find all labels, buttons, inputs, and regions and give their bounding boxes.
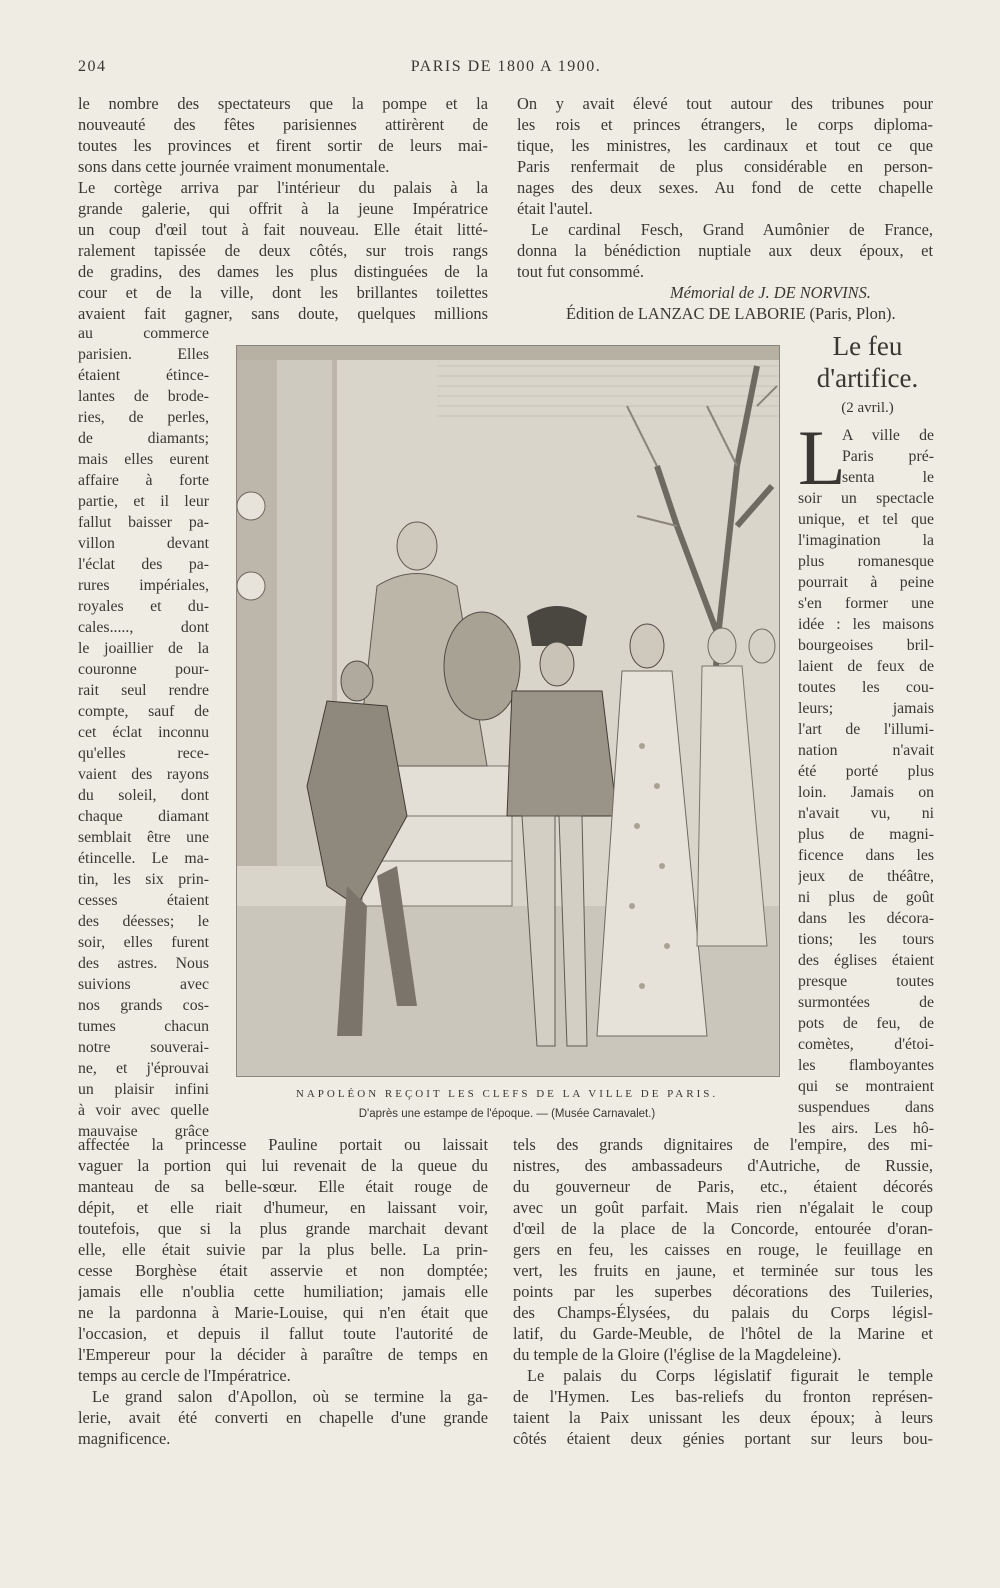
right-column-narrow-text	[798, 425, 934, 1139]
source-citation-line1	[670, 282, 871, 303]
text-line: qui se montraient	[798, 1078, 934, 1095]
text-line: de l'Hymen. Les bas-reliefs du fronton représen-	[513, 1387, 933, 1406]
text-line: soir un spectacle	[798, 490, 934, 507]
text-line: était l'autel.	[517, 199, 593, 218]
text-line: le nombre des spectateurs que la pompe et la	[78, 94, 488, 113]
text-line: nouveauté des fêtes parisiennes attirèrent de	[78, 115, 488, 134]
text-line: On y avait élevé tout autour des tribunes pour	[517, 94, 933, 113]
text-line: Le palais du Corps législatif figurait le temple	[527, 1366, 933, 1385]
text-line: nation n'avait	[798, 742, 934, 759]
illustration-caption: NAPOLÉON REÇOIT LES CLEFS DE LA VILLE DE PARIS.	[295, 1088, 719, 1100]
text-line: idée : les maisons	[798, 616, 934, 633]
text-line: grande galerie, qui offrit à la jeune Impératrice	[78, 199, 488, 218]
text-line: villon devant	[78, 535, 209, 552]
text-line: compte, sauf de	[78, 703, 209, 720]
text-line: plus de magni-	[798, 826, 934, 843]
engraving-image	[237, 346, 779, 1076]
text-line: affaire à forte	[78, 472, 209, 489]
text-line: temps au cercle de l'Impératrice.	[78, 1366, 291, 1385]
text-line: tin, les six prin-	[78, 871, 209, 888]
text-line: bourgeoises bril-	[798, 637, 934, 654]
section-title-line2: d'artifice.	[816, 363, 919, 393]
text-line: gers en feu, les caisses en rouge, le feuillage en	[513, 1240, 933, 1259]
engraving-illustration	[236, 345, 780, 1077]
text-line: sons dans cette journée vraiment monumentale.	[78, 157, 390, 176]
text-line: l'art de l'illumi-	[798, 721, 934, 738]
text-line: magnificence.	[78, 1429, 171, 1448]
left-column-top-text	[78, 93, 488, 324]
text-line: unique, et tel que	[798, 511, 934, 528]
text-line: d'œil de la place de la Concorde, entourée d'oran-	[513, 1219, 933, 1238]
text-line: cesses étaient	[78, 892, 209, 909]
text-line: senta le	[842, 469, 934, 486]
text-line: elle, elle était suivie par la plus belle. La prin-	[78, 1240, 488, 1259]
text-line: manteau de sa belle-sœur. Elle était rouge de	[78, 1177, 488, 1196]
text-line: du temple de la Gloire (l'église de la Magdeleine).	[513, 1345, 842, 1364]
text-line: toutes les cou-	[798, 679, 934, 696]
text-line: tumes chacun	[78, 1018, 209, 1035]
text-line: vert, les fruits en jaune, et terminée sur tous les	[513, 1261, 933, 1280]
text-line: rures impériales,	[78, 577, 209, 594]
text-line: Paris renfermait de plus considérable en person-	[517, 157, 933, 176]
text-line: les rois et princes étrangers, le corps diploma-	[517, 115, 933, 134]
text-line: les airs. Les hô-	[798, 1120, 934, 1137]
text-line: mauvaise grâce	[78, 1123, 209, 1140]
illustration-credit: D'après une estampe de l'époque. — (Musée Carnavalet.)	[358, 1108, 656, 1120]
text-line: du gouverneur de Paris, etc., étaient décorés	[513, 1177, 933, 1196]
text-line: avaient fait gagner, sans doute, quelques millions	[78, 304, 488, 323]
text-line: des églises étaient	[798, 952, 934, 969]
text-line: l'imagination la	[798, 532, 934, 549]
section-date: (2 avril.)	[841, 400, 894, 416]
left-column-bottom-text	[78, 1134, 488, 1449]
text-line: notre souverai-	[78, 1039, 209, 1056]
text-line: l'occasion, et depuis il fallut toute l'autorité de	[78, 1324, 488, 1343]
text-line: chaque diamant	[78, 808, 209, 825]
text-line: nos grands cos-	[78, 997, 209, 1014]
source-citation-line2	[566, 303, 896, 324]
text-line: tions; les tours	[798, 931, 934, 948]
text-line: suspendues dans	[798, 1099, 934, 1116]
text-line: laient de feux de	[798, 658, 934, 675]
text-line: côtés étaient deux génies portant sur leurs bou-	[513, 1429, 933, 1448]
text-line: dépit, et elle riait d'humeur, en laissant voir,	[78, 1198, 488, 1217]
text-line: pots de feu, de	[798, 1015, 934, 1032]
section-title-line1: Le feu	[832, 331, 903, 361]
text-line: comètes, d'étoi-	[798, 1036, 934, 1053]
text-line: avec un goût parfait. Mais rien n'égalait le coup	[513, 1198, 933, 1217]
text-line: l'Empereur pour la décider à paraître de temps en	[78, 1345, 488, 1364]
text-line: fallut baisser pa-	[78, 514, 209, 531]
text-line: pourrait à peine	[798, 574, 934, 591]
text-line: donna la bénédiction nuptiale aux deux époux, et	[517, 241, 933, 260]
text-line: les flamboyantes	[798, 1057, 934, 1074]
text-line: étincelle. Le ma-	[78, 850, 209, 867]
text-line: partie, et il leur	[78, 493, 209, 510]
running-title: PARIS DE 1800 A 1900.	[410, 58, 602, 75]
text-line: de diamants;	[78, 430, 209, 447]
text-line: points par les superbes décorations des Tuileries,	[513, 1282, 933, 1301]
text-line: lantes de brode-	[78, 388, 209, 405]
text-line: toutes les provinces et firent sortir de leurs mai-	[78, 136, 488, 155]
page-number: 204	[78, 58, 107, 75]
text-line: cet éclat inconnu	[78, 724, 209, 741]
text-line: nages des deux sexes. Au fond de cette chapelle	[517, 178, 933, 197]
text-line: le joaillier de la	[78, 640, 209, 657]
text-line: leurs; jamais	[798, 700, 934, 717]
text-line: ne la pardonna à Marie-Louise, qui n'en était que	[78, 1303, 488, 1322]
left-column-narrow-text	[78, 323, 209, 1142]
text-line: A ville de	[842, 427, 934, 444]
text-line: mais elles eurent	[78, 451, 209, 468]
text-line: jamais elle n'oublia cette humiliation; jamais elle	[78, 1282, 488, 1301]
source-citation-text: Mémorial de J. DE NORVINS.	[670, 283, 871, 302]
text-line: Le cortège arriva par l'intérieur du palais à la	[78, 178, 488, 197]
text-line: couronne pour-	[78, 661, 209, 678]
text-line: de gradins, des dames les plus distinguées de la	[78, 262, 488, 281]
drop-cap: L	[798, 414, 846, 501]
text-line: vaient des rayons	[78, 766, 209, 783]
text-line: ries, de perles,	[78, 409, 209, 426]
text-line: parisien. Elles	[78, 346, 209, 363]
text-line: ralement tapissée de deux côtés, sur trois rangs	[78, 241, 488, 260]
text-line: des Champs-Élysées, du palais du Corps législ-	[513, 1303, 933, 1322]
text-line: rait seul rendre	[78, 682, 209, 699]
text-line: des déesses; le	[78, 913, 209, 930]
text-line: lerie, avait été converti en chapelle d'une grande	[78, 1408, 488, 1427]
source-edition-text: Édition de LANZAC DE LABORIE (Paris, Plon).	[566, 304, 896, 323]
text-line: ficence dans les	[798, 847, 934, 864]
text-line: presque toutes	[798, 973, 934, 990]
text-line: taient la Paix unissant les deux époux; à leurs	[513, 1408, 933, 1427]
text-line: cales....., dont	[78, 619, 209, 636]
text-line: jeux de théâtre,	[798, 868, 934, 885]
text-line: royales et du-	[78, 598, 209, 615]
text-line: suivions avec	[78, 976, 209, 993]
text-line: tout fut consommé.	[517, 262, 645, 281]
text-line: un coup d'œil tout à fait nouveau. Elle était litté-	[78, 220, 488, 239]
text-line: l'éclat des pa-	[78, 556, 209, 573]
text-line: nistres, des ambassadeurs d'Autriche, de Russie,	[513, 1156, 933, 1175]
text-line: été porté plus	[798, 763, 934, 780]
text-line: cesse Borghèse était asservie et non domptée;	[78, 1261, 488, 1280]
text-line: plus romanesque	[798, 553, 934, 570]
text-line: surmontées de	[798, 994, 934, 1011]
section-title	[790, 330, 945, 394]
text-line: tique, les ministres, les cardinaux et tout ce que	[517, 136, 933, 155]
running-header	[78, 58, 934, 82]
text-line: loin. Jamais on	[798, 784, 934, 801]
text-line: n'avait vu, ni	[798, 805, 934, 822]
text-line: toutefois, que si la plus grande marchait devant	[78, 1219, 488, 1238]
text-line: semblait être une	[78, 829, 209, 846]
text-line: un plaisir infini	[78, 1081, 209, 1098]
text-line: à voir avec quelle	[78, 1102, 209, 1119]
text-line: affectée la princesse Pauline portait ou laissait	[78, 1135, 488, 1154]
text-line: au commerce	[78, 325, 209, 342]
text-line: du soleil, dont	[78, 787, 209, 804]
text-line: latif, du Garde-Meuble, de l'hôtel de la Marine et	[513, 1324, 933, 1343]
text-line: cour et de la ville, dont les brillantes toilettes	[78, 283, 488, 302]
text-line: dans les décora-	[798, 910, 934, 927]
text-line: ni plus de goût	[798, 889, 934, 906]
text-line: s'en former une	[798, 595, 934, 612]
text-line: étaient étince-	[78, 367, 209, 384]
text-line: tels des grands dignitaires de l'empire, des mi-	[513, 1135, 933, 1154]
text-line: Paris pré-	[842, 448, 934, 465]
text-line: Le cardinal Fesch, Grand Aumônier de France,	[531, 220, 933, 239]
right-column-bottom-text	[513, 1134, 933, 1449]
right-column-top-text	[517, 93, 933, 282]
text-line: ne, et j'éprouvai	[78, 1060, 209, 1077]
text-line: qu'elles rece-	[78, 745, 209, 762]
text-line: Le grand salon d'Apollon, où se termine la ga-	[92, 1387, 488, 1406]
text-line: vaguer la portion qui lui revenait de la queue du	[78, 1156, 488, 1175]
text-line: des astres. Nous	[78, 955, 209, 972]
text-line: soir, elles furent	[78, 934, 209, 951]
